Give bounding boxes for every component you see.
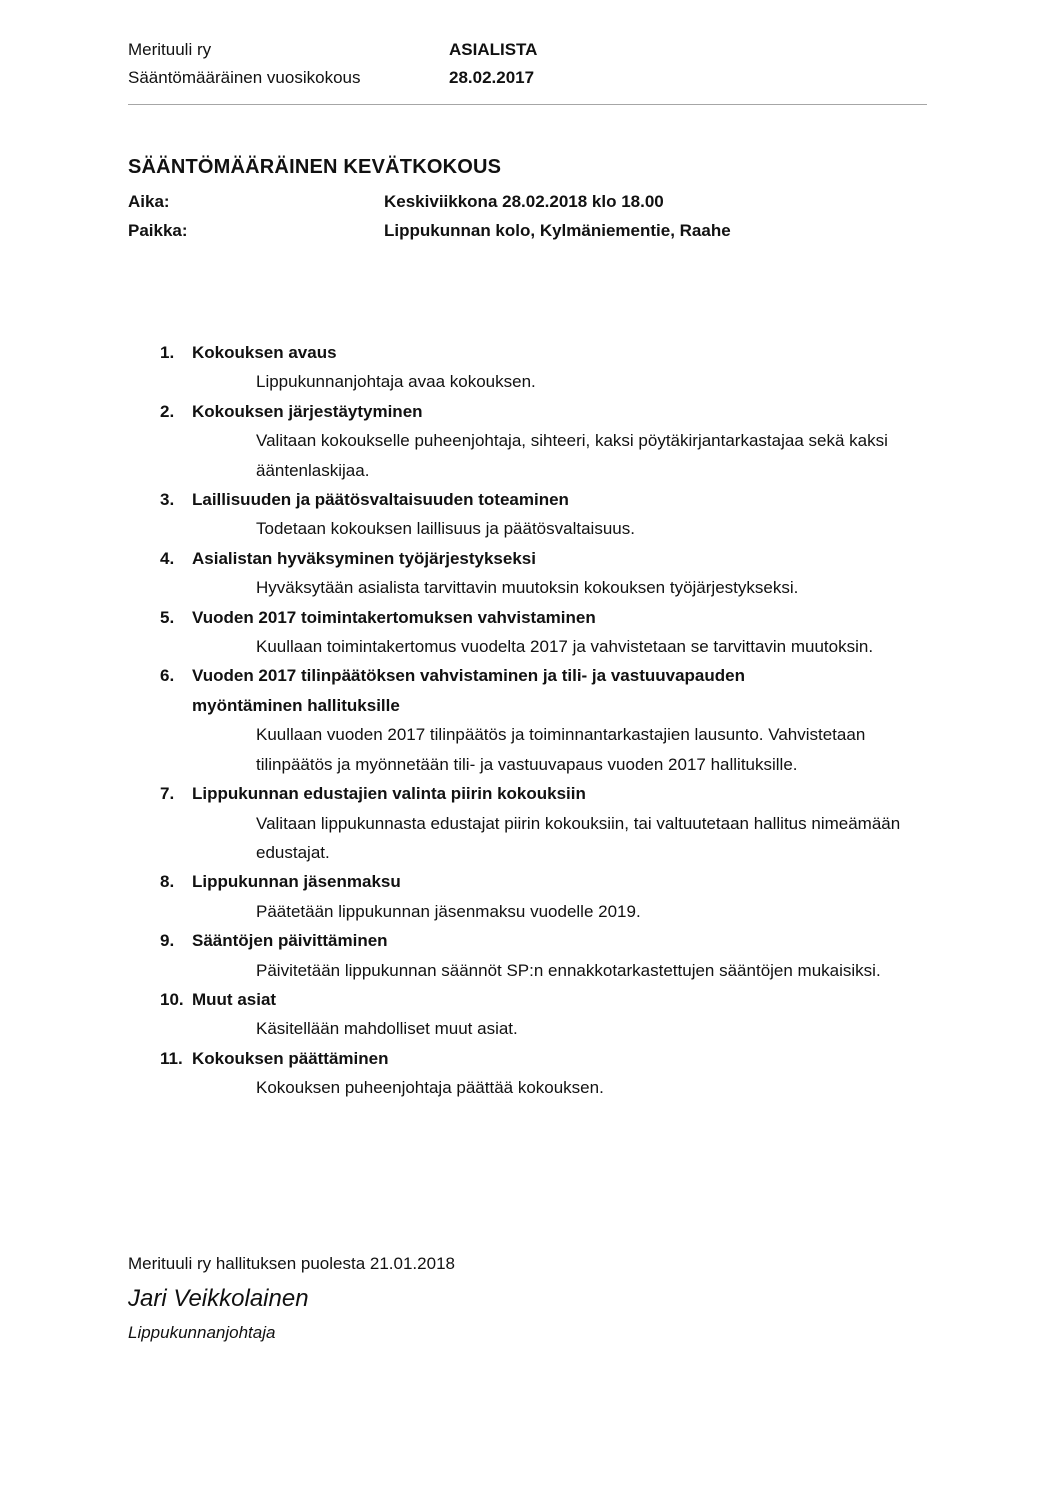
agenda-item <box>160 985 920 1044</box>
agenda-item-description: Päivitetään lippukunnan säännöt SP:n ennakkotarkastettujen sääntöjen mukaisiksi. <box>256 960 881 980</box>
signature-block <box>128 1250 455 1348</box>
signer-name: Jari Veikkolainen <box>128 1285 309 1312</box>
agenda-item-description: Kuullaan toimintakertomus vuodelta 2017 ja vahvistetaan se tarvittavin muutoksin. <box>256 637 874 657</box>
header-divider <box>128 104 927 105</box>
agenda-item <box>160 485 920 544</box>
agenda-item <box>160 544 920 603</box>
agenda-item-number: 3. <box>160 490 175 510</box>
header-doc-type: ASIALISTA <box>449 40 538 59</box>
agenda-item <box>160 1044 920 1103</box>
agenda-item-title: Kokouksen järjestäytyminen <box>192 401 423 421</box>
agenda-item-number: 6. <box>160 666 175 686</box>
agenda-item-description: Kokouksen puheenjohtaja päättää kokouksen. <box>256 1078 604 1098</box>
time-value: Keskiviikkona 28.02.2018 klo 18.00 <box>384 192 664 211</box>
agenda-item-number: 7. <box>160 784 175 804</box>
agenda-item-number: 8. <box>160 872 175 892</box>
agenda-item-number: 5. <box>160 607 175 627</box>
agenda-item-number: 9. <box>160 931 175 951</box>
agenda-item-description: Lippukunnanjohtaja avaa kokouksen. <box>256 372 536 392</box>
time-label: Aika: <box>128 192 170 211</box>
agenda-item-description: Valitaan kokoukselle puheenjohtaja, sihteeri, kaksi pöytäkirjantarkastajaa sekä kaksi ääntenlaskijaa. <box>256 431 888 480</box>
signer-role: Lippukunnanjohtaja <box>128 1323 276 1342</box>
place-value: Lippukunnan kolo, Kylmäniementie, Raahe <box>384 221 731 240</box>
agenda-item-title: Vuoden 2017 tilinpäätöksen vahvistaminen ja tili- ja vastuuvapauden myöntäminen hallituksille <box>192 666 745 715</box>
agenda-item-title: Sääntöjen päivittäminen <box>192 931 388 951</box>
agenda-item <box>160 397 920 485</box>
agenda-list <box>160 338 920 1103</box>
agenda-item-title: Vuoden 2017 toimintakertomuksen vahvistaminen <box>192 607 596 627</box>
agenda-item-description: Hyväksytään asialista tarvittavin muutoksin kokouksen työjärjestykseksi. <box>256 578 799 598</box>
agenda-item-title: Lippukunnan edustajien valinta piirin kokouksiin <box>192 784 586 804</box>
place-label: Paikka: <box>128 221 188 240</box>
agenda-item-number: 11. <box>160 1048 183 1068</box>
agenda-item <box>160 661 920 779</box>
agenda-item-description: Todetaan kokouksen laillisuus ja päätösvaltaisuus. <box>256 519 635 539</box>
agenda-item-title: Asialistan hyväksyminen työjärjestykseksi <box>192 548 536 568</box>
agenda-item <box>160 338 920 397</box>
agenda-item-description: Päätetään lippukunnan jäsenmaksu vuodelle 2019. <box>256 901 641 921</box>
agenda-item-description: Kuullaan vuoden 2017 tilinpäätös ja toiminnantarkastajien lausunto. Vahvistetaan tilinpäätös ja myönnetään tili- ja vastuuvapaus vuoden 2017 hallituksille. <box>256 725 866 774</box>
agenda-item <box>160 603 920 662</box>
agenda-item-title: Kokouksen päättäminen <box>192 1048 389 1068</box>
agenda-item-title: Lippukunnan jäsenmaksu <box>192 872 401 892</box>
header-left <box>128 36 360 92</box>
agenda-item-number: 1. <box>160 343 175 362</box>
agenda-item <box>160 779 920 867</box>
agenda-item-title: Kokouksen avaus <box>192 343 337 362</box>
agenda-item-title: Muut asiat <box>192 989 277 1009</box>
header-meeting-type: Sääntömääräinen vuosikokous <box>128 68 361 87</box>
agenda-item-description: Valitaan lippukunnasta edustajat piirin kokouksiin, tai valtuutetaan hallitus nimeämään edustajat. <box>256 813 901 862</box>
header-org: Merituuli ry <box>128 40 212 59</box>
agenda-item <box>160 926 920 985</box>
on-behalf-line: Merituuli ry hallituksen puolesta 21.01.2018 <box>128 1254 455 1273</box>
agenda-item-number: 4. <box>160 548 175 568</box>
agenda-item-title: Laillisuuden ja päätösvaltaisuuden toteaminen <box>192 490 569 510</box>
agenda-item-number: 10. <box>160 989 184 1009</box>
agenda-item <box>160 867 920 926</box>
document-title: SÄÄNTÖMÄÄRÄINEN KEVÄTKOKOUS <box>128 156 502 178</box>
header-right <box>449 36 537 92</box>
header-doc-date: 28.02.2017 <box>449 68 535 87</box>
agenda-item-description: Käsitellään mahdolliset muut asiat. <box>256 1019 518 1039</box>
agenda-item-number: 2. <box>160 401 175 421</box>
